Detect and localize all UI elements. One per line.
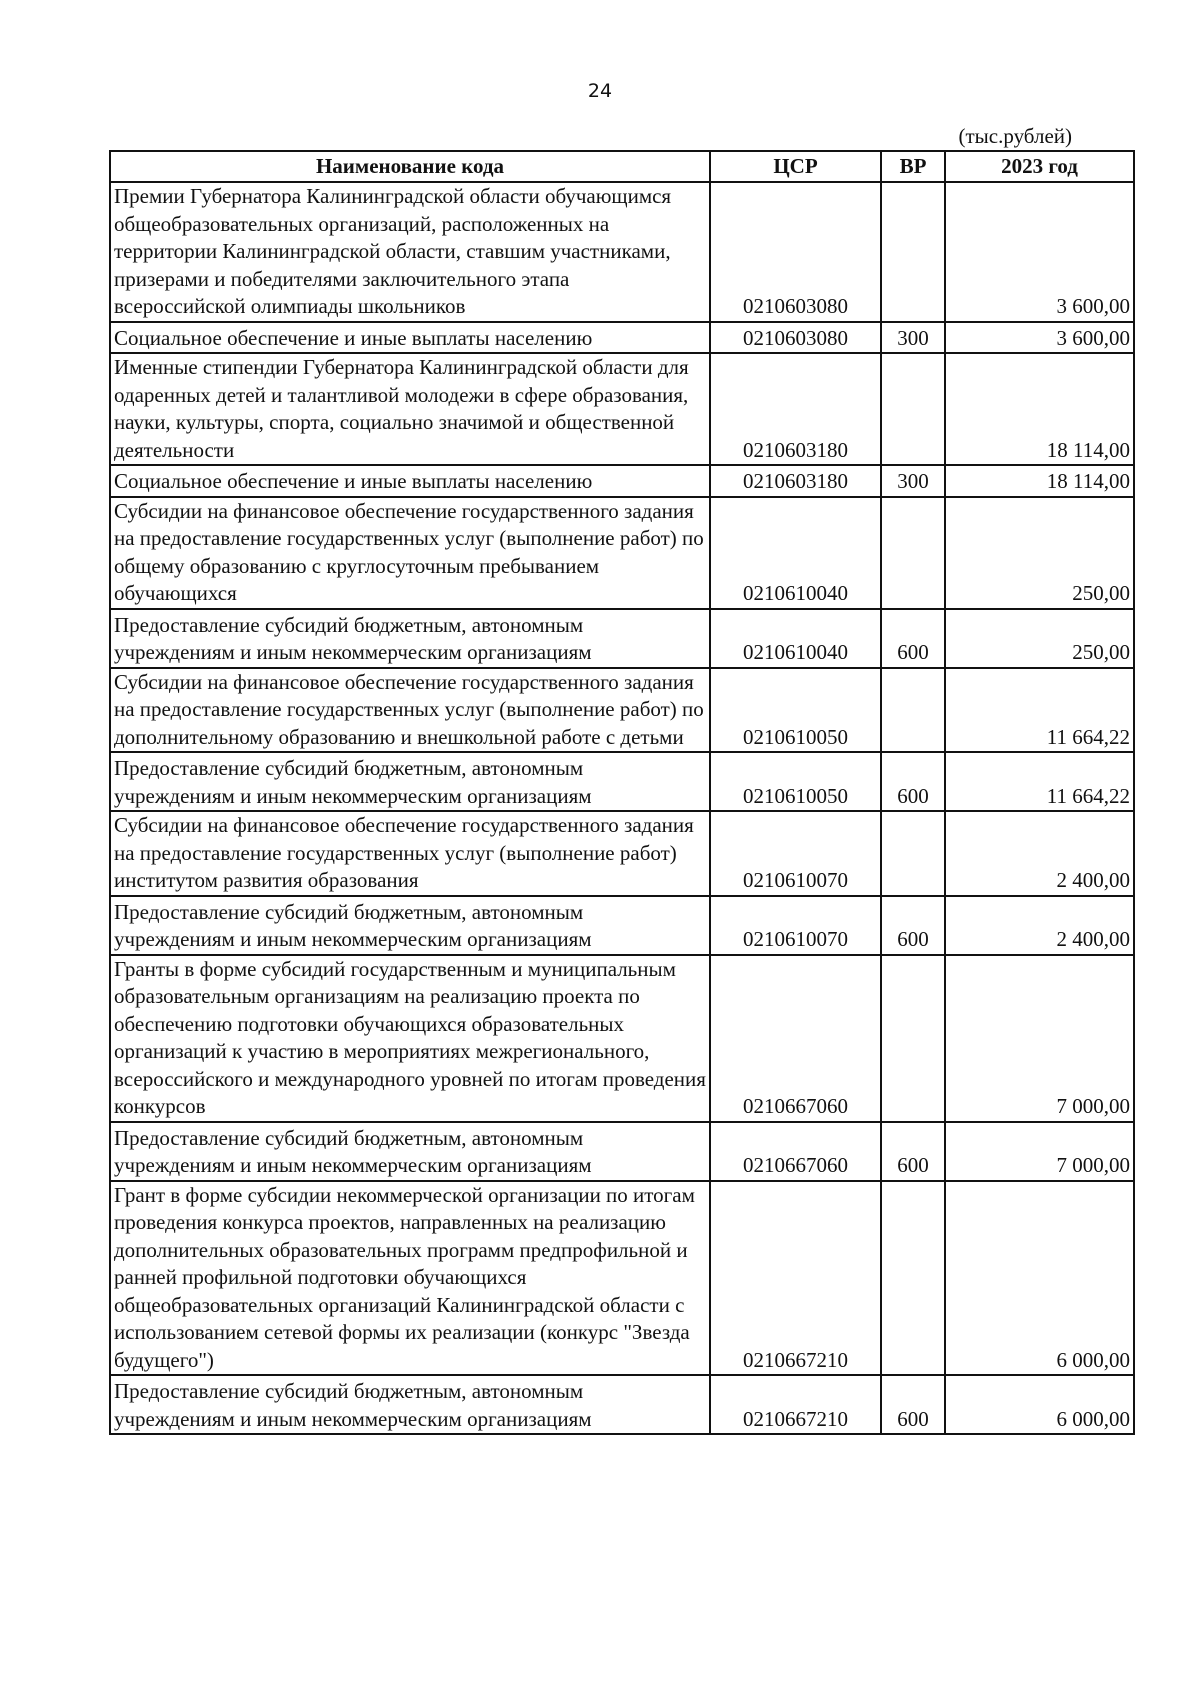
table-row [110,182,1134,322]
row-vr [881,668,945,753]
page-number: 24 [587,80,613,102]
budget-table [109,150,1135,1435]
table-row [110,1375,1134,1434]
row-csr: 0210603180 [710,465,881,497]
header-year: 2023 год [945,151,1134,182]
row-csr: 0210603180 [710,353,881,465]
row-name: Предоставление субсидий бюджетным, автономным учреждениям и иным некоммерческим организациям [110,1122,710,1181]
row-vr [881,182,945,322]
row-csr: 0210667210 [710,1181,881,1376]
row-sum: 7 000,00 [945,955,1134,1122]
row-vr [881,1181,945,1376]
row-name: Предоставление субсидий бюджетным, автономным учреждениям и иным некоммерческим организациям [110,1375,710,1434]
table-row [110,896,1134,955]
row-vr: 600 [881,896,945,955]
table-row [110,1122,1134,1181]
row-vr: 600 [881,1375,945,1434]
row-sum: 11 664,22 [945,668,1134,753]
row-name: Премии Губернатора Калининградской области обучающимся общеобразовательных организаций, расположенных на территории Калининградской области, ставшим участниками, призерами и победителями заключительного этапа всероссийской олимпиады школьников [110,182,710,322]
row-vr [881,497,945,609]
row-sum: 3 600,00 [945,182,1134,322]
row-csr: 0210667210 [710,1375,881,1434]
row-csr: 0210667060 [710,1122,881,1181]
row-vr [881,353,945,465]
row-sum: 18 114,00 [945,353,1134,465]
row-vr: 300 [881,465,945,497]
row-sum: 2 400,00 [945,811,1134,896]
row-name: Грант в форме субсидии некоммерческой организации по итогам проведения конкурса проектов, направленных на реализацию дополнительных образовательных программ предпрофильной и ранней профильной подготовки обучающихся общеобразовательных организаций Калининградской области с использованием сетевой формы их реализации (конкурс "Звезда будущего") [110,1181,710,1376]
row-vr [881,955,945,1122]
row-name: Предоставление субсидий бюджетным, автономным учреждениям и иным некоммерческим организациям [110,609,710,668]
table-row [110,752,1134,811]
row-name: Субсидии на финансовое обеспечение государственного задания на предоставление государственных услуг (выполнение работ) по общему образованию с круглосуточным пребыванием обучающихся [110,497,710,609]
header-vr: ВР [881,151,945,182]
table-row [110,609,1134,668]
row-sum: 18 114,00 [945,465,1134,497]
row-csr: 0210610040 [710,497,881,609]
row-name: Социальное обеспечение и иные выплаты населению [110,322,710,354]
row-name: Предоставление субсидий бюджетным, автономным учреждениям и иным некоммерческим организациям [110,896,710,955]
row-csr: 0210610050 [710,752,881,811]
row-name: Социальное обеспечение и иные выплаты населению [110,465,710,497]
row-vr [881,811,945,896]
row-vr: 300 [881,322,945,354]
row-vr: 600 [881,1122,945,1181]
row-vr: 600 [881,609,945,668]
table-row [110,465,1134,497]
row-sum: 3 600,00 [945,322,1134,354]
table-row [110,1181,1134,1376]
row-sum: 250,00 [945,497,1134,609]
table-row [110,497,1134,609]
row-name: Субсидии на финансовое обеспечение государственного задания на предоставление государственных услуг (выполнение работ) по дополнительному образованию и внешкольной работе с детьми [110,668,710,753]
row-sum: 6 000,00 [945,1181,1134,1376]
table-row [110,955,1134,1122]
row-csr: 0210610070 [710,896,881,955]
row-csr: 0210603080 [710,182,881,322]
row-csr: 0210667060 [710,955,881,1122]
row-name: Именные стипендии Губернатора Калининградской области для одаренных детей и талантливой молодежи в сфере образования, науки, культуры, спорта, социально значимой и общественной деятельности [110,353,710,465]
table-row [110,322,1134,354]
row-sum: 6 000,00 [945,1375,1134,1434]
table-row [110,668,1134,753]
row-csr: 0210610070 [710,811,881,896]
header-csr: ЦСР [710,151,881,182]
unit-note: (тыс.рублей) [958,124,1072,148]
row-sum: 7 000,00 [945,1122,1134,1181]
row-sum: 250,00 [945,609,1134,668]
row-vr: 600 [881,752,945,811]
row-name: Предоставление субсидий бюджетным, автономным учреждениям и иным некоммерческим организациям [110,752,710,811]
header-name: Наименование кода [110,151,710,182]
table-row [110,353,1134,465]
row-csr: 0210610040 [710,609,881,668]
table-header-row [110,151,1134,182]
row-sum: 2 400,00 [945,896,1134,955]
row-name: Гранты в форме субсидий государственным и муниципальным образовательным организациям на реализацию проекта по обеспечению подготовки обучающихся образовательных организаций к участию в мероприятиях межрегионального, всероссийского и международного уровней по итогам проведения конкурсов [110,955,710,1122]
row-name: Субсидии на финансовое обеспечение государственного задания на предоставление государственных услуг (выполнение работ) институтом развития образования [110,811,710,896]
row-csr: 0210610050 [710,668,881,753]
table-row [110,811,1134,896]
row-sum: 11 664,22 [945,752,1134,811]
row-csr: 0210603080 [710,322,881,354]
